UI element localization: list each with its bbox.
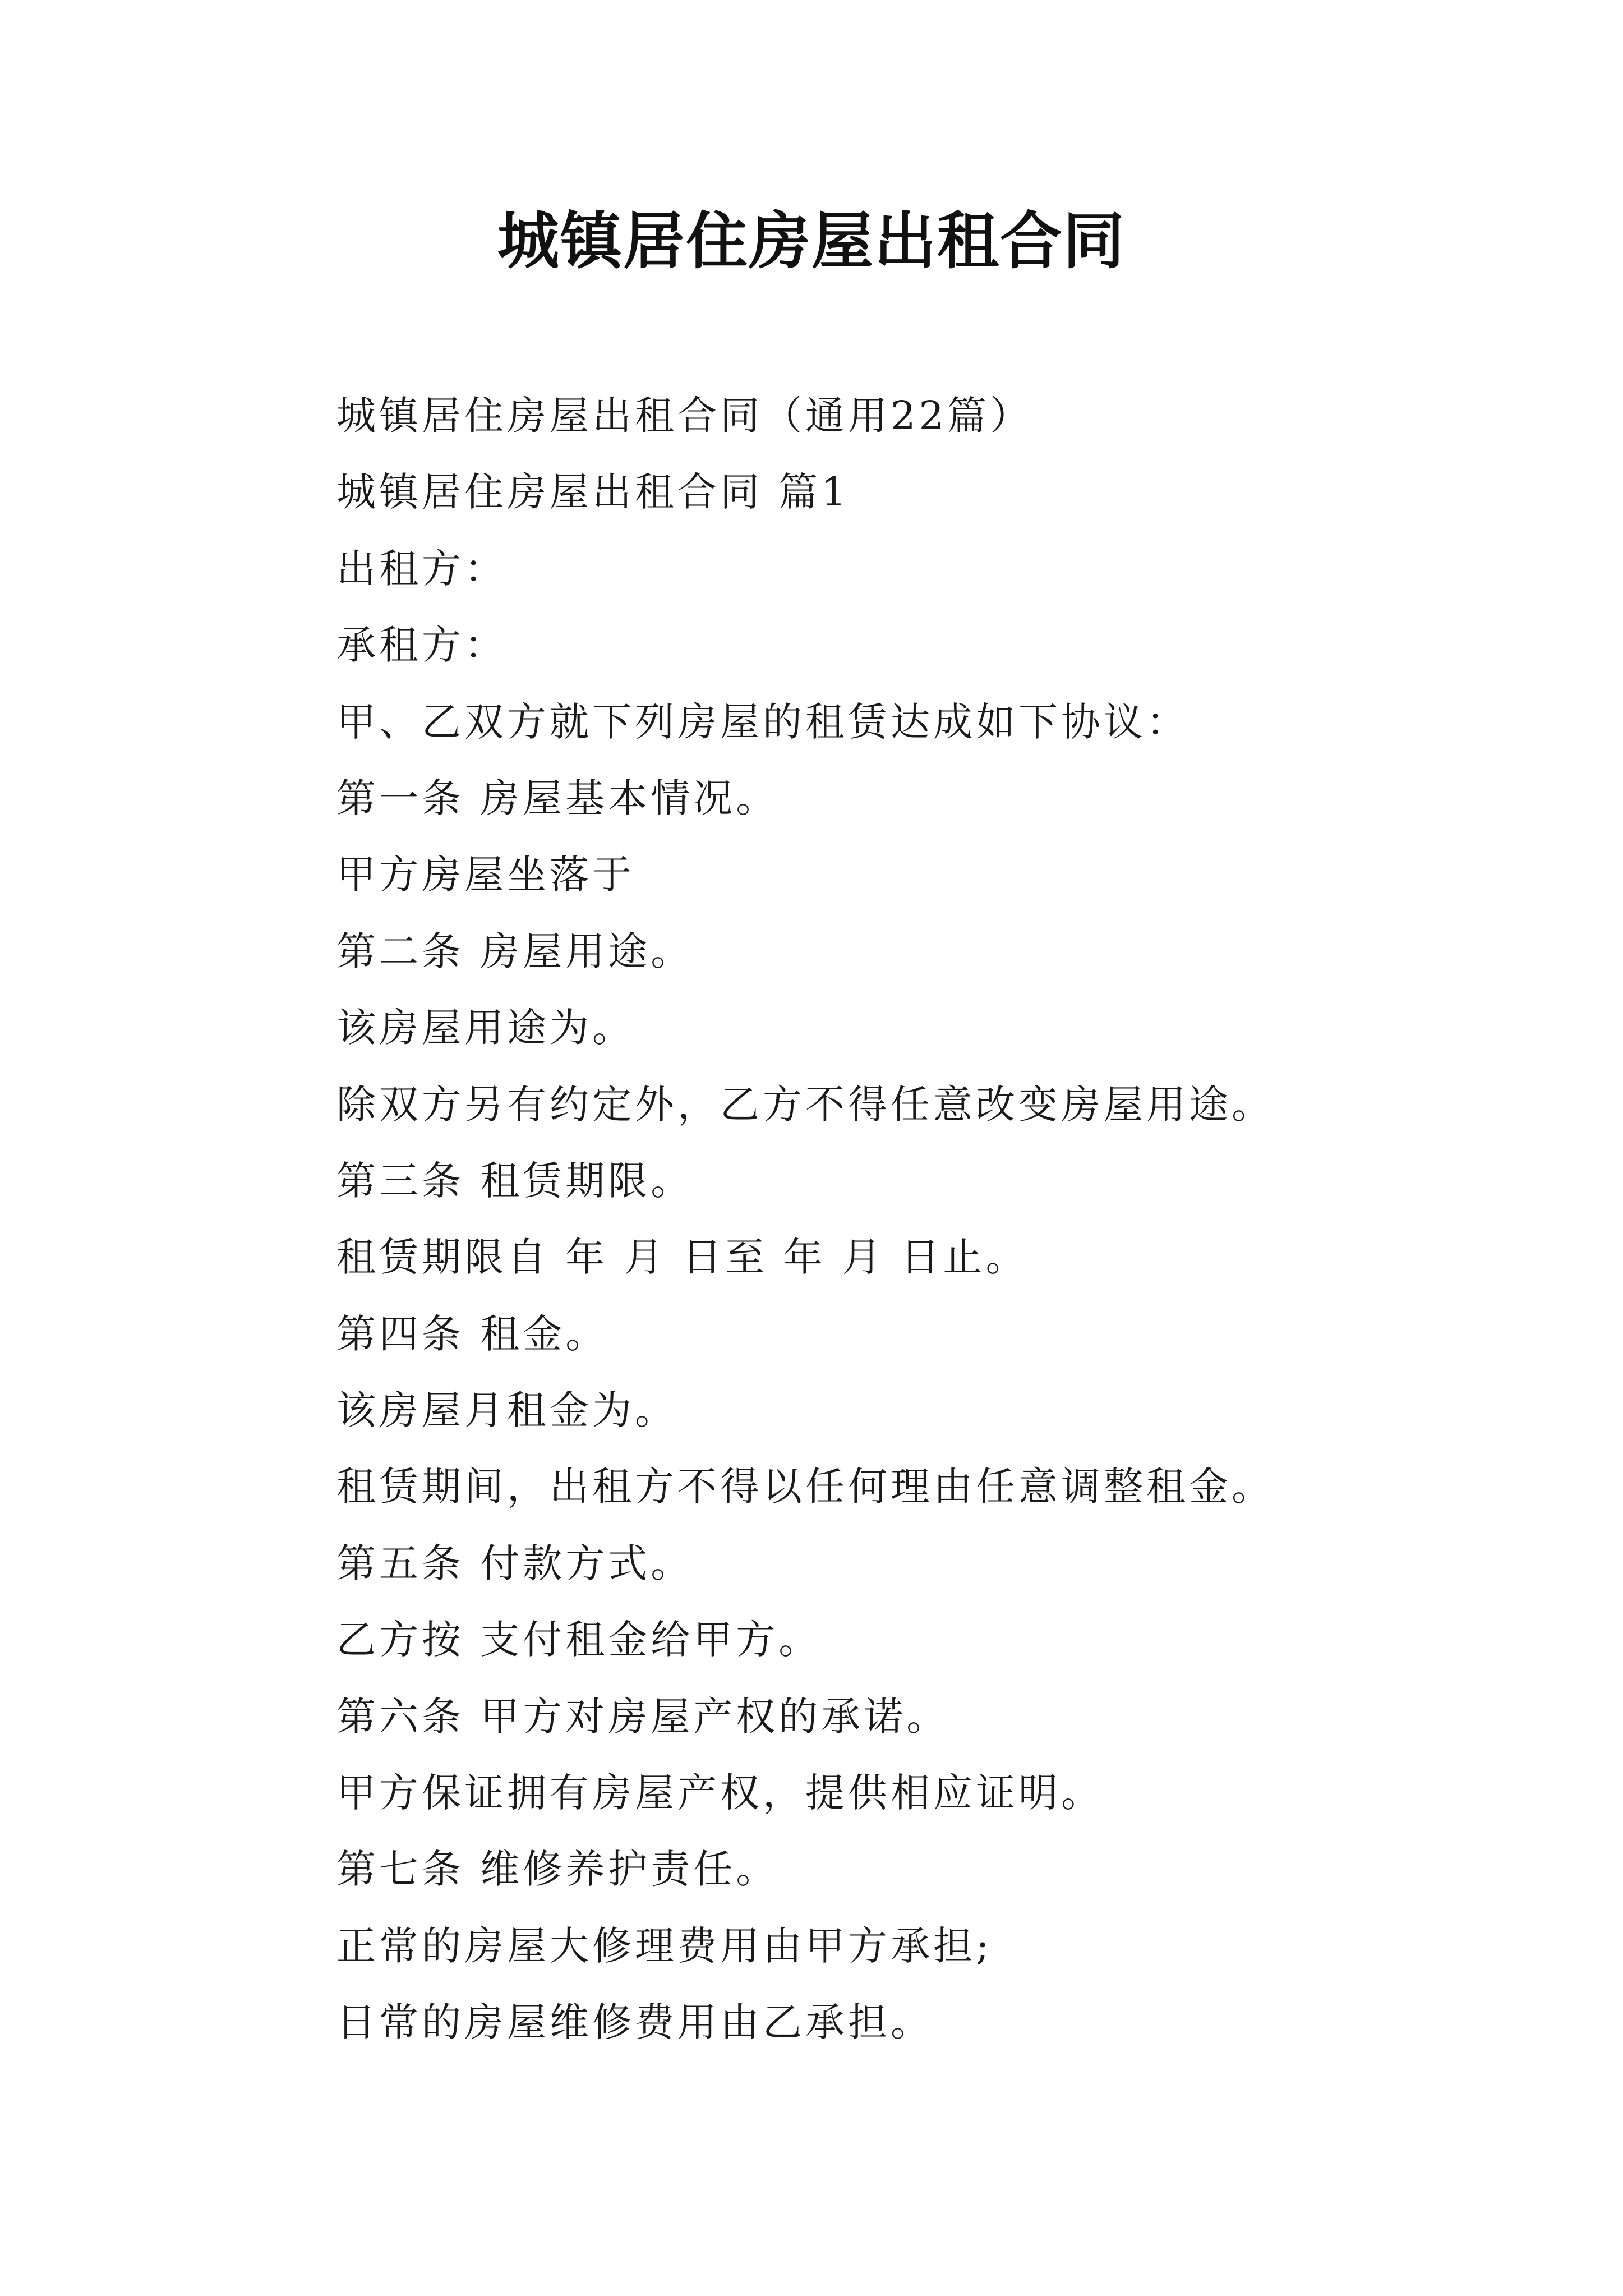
article-6-text: 甲方保证拥有房屋产权，提供相应证明。	[336, 1770, 1104, 1816]
article-1-heading: 第一条 房屋基本情况。	[336, 775, 779, 821]
article-5-heading: 第五条 付款方式。	[336, 1540, 694, 1586]
lessor-line: 出租方：	[336, 545, 507, 592]
lessee-line: 承租方：	[336, 622, 507, 669]
article-7-text: 正常的房屋大修理费用由甲方承担;	[336, 1922, 993, 1969]
article-4-heading: 第四条 租金。	[336, 1310, 608, 1357]
document-title: 城镇居住房屋出租合同	[497, 205, 1126, 277]
article-7-heading: 第七条 维修养护责任。	[336, 1846, 779, 1893]
article-5-text: 乙方按 支付租金给甲方。	[336, 1617, 822, 1663]
article-2-heading: 第二条 房屋用途。	[336, 928, 694, 974]
subtitle-line: 城镇居住房屋出租合同（通用22篇）	[336, 393, 1033, 439]
article-2-text: 该房屋用途为。	[336, 1005, 635, 1051]
article-2-text: 除双方另有约定外，乙方不得任意改变房屋用途。	[336, 1081, 1274, 1128]
article-4-text: 该房屋月租金为。	[336, 1387, 677, 1434]
article-1-text: 甲方房屋坐落于	[336, 852, 635, 898]
article-3-text: 租赁期限自 年 月 日至 年 月 日止。	[336, 1234, 1029, 1281]
document-body	[336, 378, 1514, 2061]
section-heading: 城镇居住房屋出租合同 篇1	[336, 469, 850, 516]
agreement-intro: 甲、乙双方就下列房屋的租赁达成如下协议：	[336, 698, 1189, 745]
article-6-heading: 第六条 甲方对房屋产权的承诺。	[336, 1693, 949, 1740]
article-7-text: 日常的房屋维修费用由乙承担。	[336, 1999, 933, 2046]
article-4-text: 租赁期间，出租方不得以任何理由任意调整租金。	[336, 1464, 1274, 1510]
article-3-heading: 第三条 租赁期限。	[336, 1157, 694, 1204]
